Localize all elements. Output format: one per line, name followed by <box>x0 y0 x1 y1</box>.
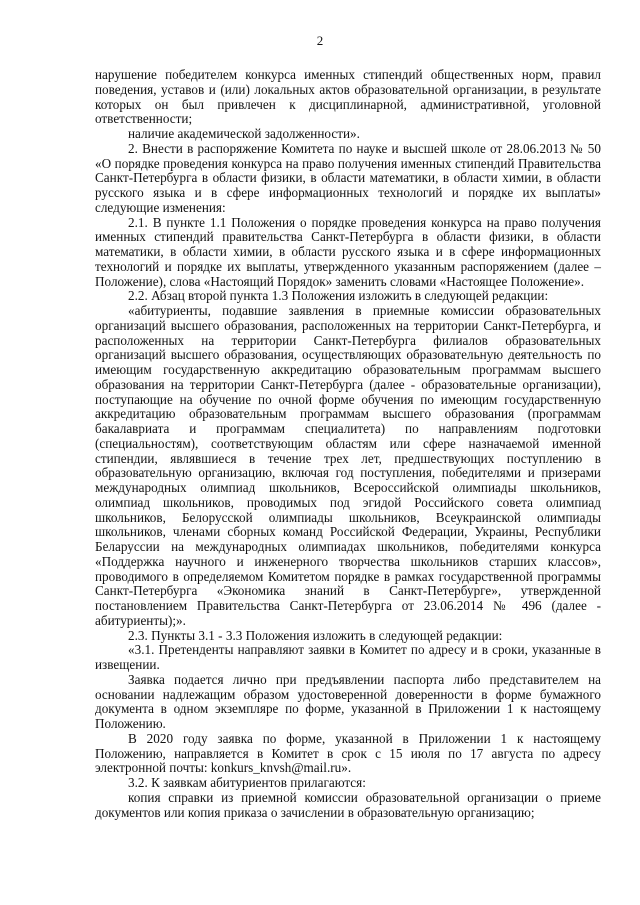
page-number: 2 <box>316 33 324 48</box>
email-address[interactable]: konkurs_knvsh@mail.ru <box>210 760 342 776</box>
email-suffix: ». <box>341 760 352 776</box>
paragraph-academic-debt: наличие академической задолженности». <box>128 126 360 141</box>
paragraph-violation-clause: нарушение победителем конкурса именных стипендий общественных норм, правил поведения, уставов и (или) локальных актов образовательной организации, в результате которых он был привлечен к дисциплинарной, административной, уголовной ответственности; <box>95 67 601 127</box>
paragraph-item-3-2: 3.2. К заявкам абитуриентов прилагаются: <box>128 775 366 790</box>
paragraph-2020-email-submission <box>95 732 601 776</box>
paragraph-item-2-2: 2.2. Абзац второй пункта 1.3 Положения изложить в следующей редакции: <box>128 288 549 304</box>
paragraph-application-submission: Заявка подается лично при предъявлении паспорта либо представителем на основании надлежащим образом удостоверенной доверенности в форме бумажного документа в одном экземпляре по форме, указанной в Приложении 1 к настоящему Положению. <box>95 671 601 731</box>
paragraph-applicants-definition: «абитуриенты, подавшие заявления в приемные комиссии образовательных организаций высшего образования, расположенных на территории Санкт-Петербурга, и расположенных на территории Санкт-Петербурга филиалов образовательных организаций высшего образования, осуществляющих образовательную деятельность по имеющим государственную аккредитацию образовательным программам высшего образования на территории Санкт-Петербурга (далее - образовательные организации), поступающие на обучение по очной форме обучения по имеющим государственную аккредитацию образовательным программам высшего образования (программам бакалавриата и программам специалитета) по направлениям подготовки (специальностям), соответствующим областям или сфере назначаемой именной стипендии, являвшиеся в течение трех лет, предшествующих поступлению в образовательную организацию, включая год поступления, победителями и призерами международных олимпиад школьников, Всероссийской олимпиады школьников, олимпиад школьников, проводимых под эгидой Российского совета олимпиад школьников, Белорусской олимпиады школьников, Всеукраинской олимпиады школьников, членами сборных команд Российской Федерации, Украины, Республики Беларуссии на международных олимпиадах школьников, победителями конкурса «Поддержка научного и инженерного творчества школьников старших классов», проводимого в определяемом Комитетом порядке в рамках государственной программы Санкт-Петербурга «Экономика знаний в Санкт-Петербурге», утвержденной постановлением Правительства Санкт-Петербурга от 23.06.2014 № 496 (далее - абитуриенты);». <box>95 303 601 628</box>
paragraph-item-2-3: 2.3. Пункты 3.1 - 3.3 Положения изложить в следующей редакции: <box>128 627 503 643</box>
paragraph-item-3-1: «3.1. Претенденты направляют заявки в Комитет по адресу и в сроки, указанные в извещении. <box>95 642 601 672</box>
paragraph-item-2: 2. Внести в распоряжение Комитета по науке и высшей школе от 28.06.2013 № 50 «О порядке проведения конкурса на право получения именных стипендий Правительства Санкт-Петербурга в области физики, в области математики, в области химии, в области русского языка и в сфере информационных технологий и порядке их выплаты» следующие изменения: <box>95 140 601 215</box>
paragraph-admission-certificate: копия справки из приемной комиссии образовательной организации о приеме документов или копия приказа о зачислении в образовательную организацию; <box>95 789 601 820</box>
paragraph-item-2-1: 2.1. В пункте 1.1 Положения о порядке проведения конкурса на право получения именных стипендий правительства Санкт-Петербурга в области физики, в области математики, в области химии, в области русского языка и в сфере информационных технологий и порядке их выплаты, утвержденного указанным распоряжением (далее – Положение), слова «Настоящий Порядок» заменить словами «Настоящее Положение». <box>95 214 601 289</box>
document-body <box>95 68 601 820</box>
email-paragraph-text: В 2020 году заявка по форме, указанной в Приложении 1 к настоящему Положению, направляется в Комитет в срок с 15 июля по 17 августа по адресу электронной почты: <box>95 730 601 776</box>
